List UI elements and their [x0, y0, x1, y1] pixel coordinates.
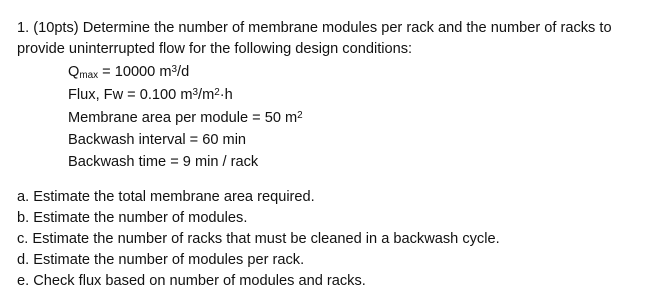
flux-suffix: ·h — [219, 87, 233, 103]
flux-middle: /m — [198, 87, 215, 103]
given-backwash-interval: Backwash interval = 60 min — [68, 132, 247, 148]
question-line-1: 1. (10pts) Determine the number of membrane modules per rack and the number of racks to — [17, 20, 612, 36]
qmax-exponent: 3 — [171, 63, 178, 75]
flux-prefix: Flux, Fw = 0.100 m — [68, 87, 193, 103]
area-exponent: 2 — [297, 109, 303, 121]
task-a: a. Estimate the total membrane area required. — [17, 189, 315, 205]
question-line-2: provide uninterrupted flow for the following design conditions: — [17, 41, 413, 57]
flux-exponent-1: 3 — [192, 86, 199, 98]
task-b: b. Estimate the number of modules. — [17, 210, 248, 226]
task-e: e. Check flux based on number of modules and racks. — [17, 273, 366, 289]
task-d: d. Estimate the number of modules per rack. — [17, 252, 305, 268]
qmax-value-prefix: = 10000 m — [98, 64, 172, 80]
area-prefix: Membrane area per module = 50 m — [68, 110, 298, 126]
task-c: c. Estimate the number of racks that must be cleaned in a backwash cycle. — [17, 231, 500, 247]
given-flux — [68, 88, 233, 103]
qmax-symbol: Q — [68, 64, 80, 80]
given-qmax — [68, 65, 189, 80]
qmax-value-suffix: /d — [177, 64, 190, 80]
flux-exponent-2: 2 — [214, 86, 220, 98]
given-backwash-time: Backwash time = 9 min / rack — [68, 154, 259, 170]
qmax-subscript: max — [79, 70, 99, 82]
given-area-per-module — [68, 111, 303, 126]
